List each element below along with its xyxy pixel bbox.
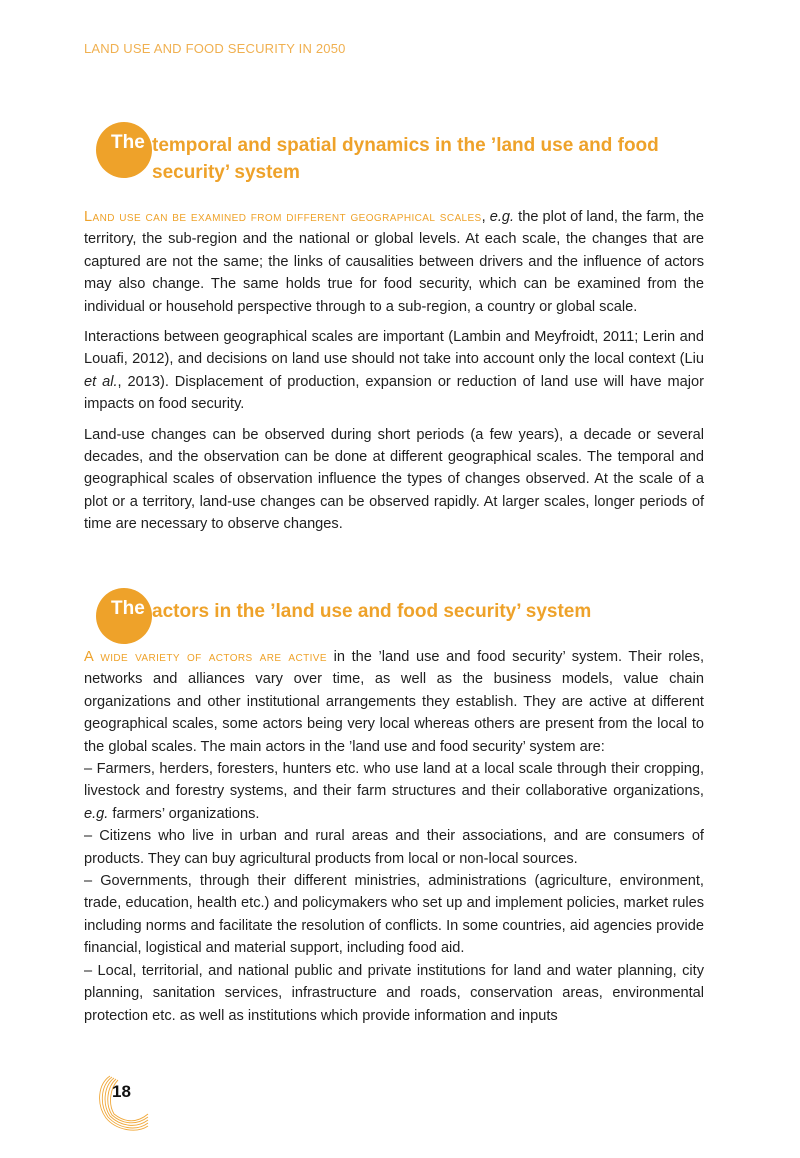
list-item: – Citizens who live in urban and rural areas and their associations, and are consumers of products. They can buy agricultural products from local or non-local sources.	[84, 828, 704, 867]
text: – Farmers, herders, foresters, hunters etc. who use land at a local scale through their cropping, livestock and forestry systems, and their farm structures and their collaborative organizations,	[84, 761, 704, 800]
text: farmers’ organizations.	[108, 805, 260, 822]
list-item: – Local, territorial, and national public and private institutions for land and water planning, city planning, sanitation services, infrastructure and roads, conservation areas, environmental protection etc. as well as institutions which provide information and inputs	[84, 962, 704, 1024]
italic-eg: e.g.	[489, 209, 515, 225]
heading-title: actors in the ’land use and food security’ system	[152, 601, 592, 622]
page-number-badge	[96, 1074, 152, 1139]
italic-etal: et al.	[84, 373, 118, 390]
text: in the ’land use and food security’ system. Their roles, networks and alliances vary over time, as well as the business models, value chain organizations and other institutional arrangements they establish. They are active at different geographical scales, some actors being very local whereas others are present from the local to the global scales. The main actors in the ’land use and food security’ system are:	[84, 649, 704, 755]
italic-eg: e.g.	[84, 805, 109, 822]
lead-in: Land use can be examined from different geographical scales	[84, 209, 482, 225]
section1-body	[84, 206, 704, 544]
paragraph: Land use can be examined from different geographical scales, e.g. the plot of land, the farm, the territory, the sub-region and the national or global levels. At each scale, the changes that are captured are not the same; the links of causalities between drivers and the influence of actors may also change. The same holds true for food security, which can be examined from the individual or household perspective through to a sub-region, a country or global scale.	[84, 209, 704, 315]
list-item	[84, 758, 704, 825]
text: Interactions between geographical scales are important (Lambin and Meyfroidt, 2011; Lerin and Louafi, 2012), and decisions on land use should not take into account only the local context (Liu	[84, 329, 704, 368]
paragraph	[84, 326, 704, 416]
section2-body	[84, 646, 704, 1027]
text: , 2013). Displacement of production, expansion or reduction of land use will have major impacts on food security.	[84, 373, 704, 413]
page-number: 18	[112, 1082, 131, 1101]
paragraph: Land-use changes can be observed during short periods (a few years), a decade or several decades, and the observation can be done at different geographical scales. The temporal and geographical scales of observation influence the types of changes observed. At the scale of a plot or a territory, land-use changes can be observed rapidly. At larger scales, longer periods of time are necessary to observe changes.	[84, 426, 704, 533]
heading-prefix: The	[111, 132, 145, 153]
text: the plot of land, the farm, the territory, the sub-region and the national or global levels. At each scale, the changes that are captured are not the same; the links of causalities between drivers and the influence of actors may also change. The same holds true for food security, which can be examined from the individual or household perspective through to a sub-region, a country or global scale.	[84, 209, 704, 315]
lead-in: A wide variety of actors are active	[84, 649, 327, 665]
heading-prefix: The	[111, 598, 145, 619]
heading-title: temporal and spatial dynamics in the ’land use and food security’ system	[152, 135, 659, 183]
running-head: LAND USE AND FOOD SECURITY IN 2050	[84, 41, 346, 56]
paragraph	[84, 646, 704, 758]
list-item: – Governments, through their different ministries, administrations (agriculture, environment, trade, education, health etc.) and policymakers who set up and implement policies, market rules including norms and facilitate the resolution of conflicts. In some countries, aid agencies provide financial, logistical and material support, including food aid.	[84, 873, 704, 957]
